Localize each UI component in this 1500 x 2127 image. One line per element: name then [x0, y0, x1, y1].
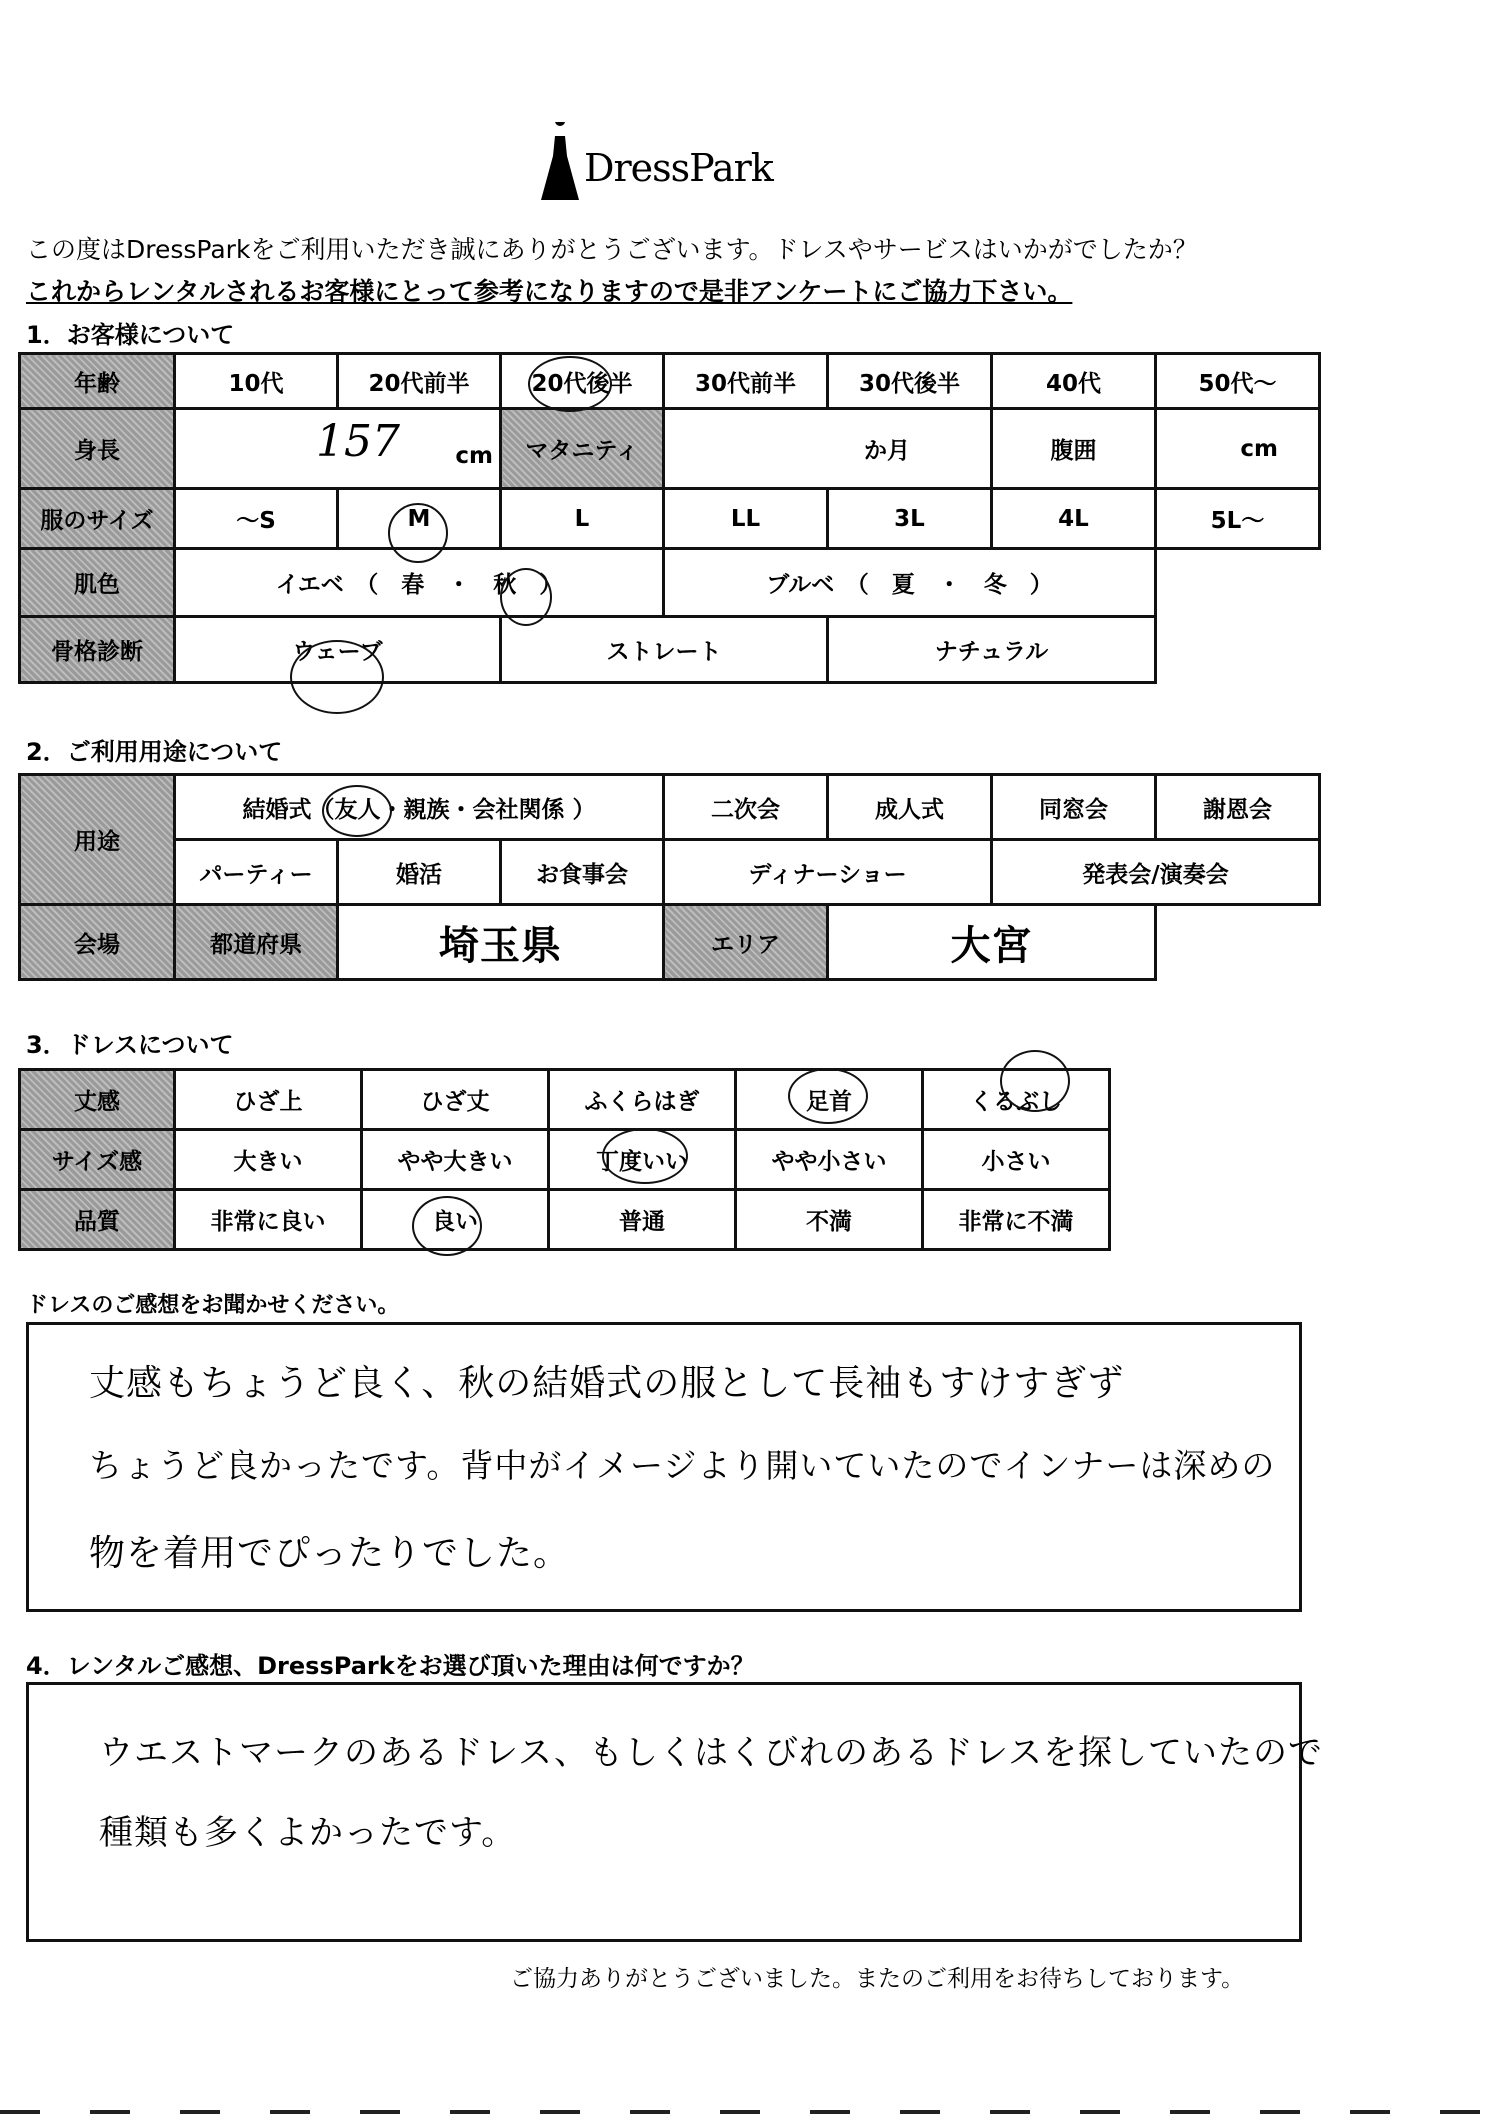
- body-type-option[interactable]: ストレート: [501, 617, 828, 683]
- age-option[interactable]: 10代: [175, 354, 338, 409]
- length-option[interactable]: ひざ上: [175, 1070, 362, 1130]
- height-unit: cm: [455, 443, 493, 469]
- body-type-label: 骨格診断: [20, 617, 175, 683]
- intro-bold-text: これからレンタルされるお客様にとって参考になりますので是非アンケートにご協力下さい。: [26, 277, 1073, 306]
- length-label: 丈感: [20, 1070, 175, 1130]
- size-option-selected[interactable]: M: [338, 489, 501, 549]
- prefecture-label: 都道府県: [175, 905, 338, 980]
- size-option[interactable]: 〜S: [175, 489, 338, 549]
- body-type-option[interactable]: ナチュラル: [828, 617, 1156, 683]
- purpose-option[interactable]: 婚活: [338, 840, 501, 905]
- purpose-table: [18, 773, 1321, 981]
- length-option-selected[interactable]: 足首: [736, 1070, 923, 1130]
- section1-title: 1．お客様について: [26, 321, 235, 349]
- section2-title: 2．ご利用用途について: [26, 738, 283, 766]
- purpose-option[interactable]: 成人式: [828, 775, 992, 840]
- purpose-option[interactable]: 同窓会: [992, 775, 1156, 840]
- quality-option[interactable]: 非常に良い: [175, 1190, 362, 1250]
- skin-blue-option[interactable]: ブルベ （ 夏 ・ 冬 ）: [664, 549, 1156, 617]
- maternity-label: マタニティ: [501, 409, 664, 489]
- size-option[interactable]: 5L〜: [1156, 489, 1320, 549]
- purpose-wedding-option[interactable]: 結婚式（友人・親族・会社関係 ）: [175, 775, 664, 840]
- quality-option[interactable]: 普通: [549, 1190, 736, 1250]
- waist-label: 腹囲: [992, 409, 1156, 489]
- fit-option[interactable]: やや小さい: [736, 1130, 923, 1190]
- quality-option-selected[interactable]: 良い: [362, 1190, 549, 1250]
- age-option[interactable]: 20代前半: [338, 354, 501, 409]
- height-value: 157: [316, 416, 400, 467]
- quality-label: 品質: [20, 1190, 175, 1250]
- waist-field[interactable]: [1156, 409, 1320, 489]
- dress-comment-line: ちょうど良かったです。背中がイメージより開いていたのでインナーは深めの: [89, 1446, 1276, 1485]
- size-option[interactable]: 3L: [828, 489, 992, 549]
- purpose-option[interactable]: 発表会/演奏会: [992, 840, 1320, 905]
- fit-option-selected[interactable]: 丁度いい: [549, 1130, 736, 1190]
- age-option-selected[interactable]: 20代後半: [501, 354, 664, 409]
- reason-comment-line: ウエストマークのあるドレス、もしくはくびれのあるドレスを探していたので: [99, 1733, 1323, 1773]
- fit-label: サイズ感: [20, 1130, 175, 1190]
- age-option[interactable]: 30代前半: [664, 354, 828, 409]
- dress-comment-prompt: ドレスのご感想をお聞かせください。: [26, 1293, 400, 1318]
- prefecture-field[interactable]: [338, 905, 664, 980]
- venue-label: 会場: [20, 905, 175, 980]
- body-type-option-selected[interactable]: ウェーブ: [175, 617, 501, 683]
- area-value: 大宮: [950, 921, 1033, 969]
- size-label: 服のサイズ: [20, 489, 175, 549]
- customer-table: [18, 352, 1321, 684]
- purpose-option[interactable]: お食事会: [501, 840, 664, 905]
- size-option[interactable]: 4L: [992, 489, 1156, 549]
- dress-comment-line: 丈感もちょうど良く、秋の結婚式の服として長袖もすけすぎず: [89, 1363, 1125, 1404]
- quality-option[interactable]: 非常に不満: [923, 1190, 1110, 1250]
- fit-option[interactable]: 小さい: [923, 1130, 1110, 1190]
- skin-yellow-option[interactable]: イエベ （ 春 ・ 秋 ）: [175, 549, 664, 617]
- section4-title: 4．レンタルご感想、DressParkをお選び頂いた理由は何ですか？: [26, 1652, 755, 1680]
- skin-label: 肌色: [20, 549, 175, 617]
- maternity-unit: か月: [864, 438, 910, 464]
- age-option[interactable]: 50代〜: [1156, 354, 1320, 409]
- age-option[interactable]: 40代: [992, 354, 1156, 409]
- length-option-selected[interactable]: くるぶし: [923, 1070, 1110, 1130]
- brand-logo-text: DressPark: [584, 146, 773, 190]
- footer-thanks: ご協力ありがとうございました。またのご利用をお待ちしております。: [510, 1966, 1245, 1992]
- dress-table: [18, 1068, 1111, 1251]
- dress-comment-line: 物を着用でぴったりでした。: [89, 1533, 571, 1574]
- purpose-label: 用途: [20, 775, 175, 905]
- quality-option[interactable]: 不満: [736, 1190, 923, 1250]
- maternity-field[interactable]: [664, 409, 992, 489]
- age-option[interactable]: 30代後半: [828, 354, 992, 409]
- reason-comment-line: 種類も多くよかったです。: [99, 1813, 517, 1853]
- purpose-option[interactable]: パーティー: [175, 840, 338, 905]
- height-label: 身長: [20, 409, 175, 489]
- length-option[interactable]: ふくらはぎ: [549, 1070, 736, 1130]
- area-field[interactable]: [828, 905, 1156, 980]
- fit-option[interactable]: やや大きい: [362, 1130, 549, 1190]
- purpose-option[interactable]: 二次会: [664, 775, 828, 840]
- intro-text: この度はDressParkをご利用いただき誠にありがとうございます。ドレスやサービスはいかがでしたか？: [26, 235, 1198, 264]
- fit-option[interactable]: 大きい: [175, 1130, 362, 1190]
- length-option[interactable]: ひざ丈: [362, 1070, 549, 1130]
- purpose-option[interactable]: 謝恩会: [1156, 775, 1320, 840]
- size-option[interactable]: L: [501, 489, 664, 549]
- dress-comment-box[interactable]: [26, 1322, 1302, 1612]
- purpose-option[interactable]: ディナーショー: [664, 840, 992, 905]
- area-label: エリア: [664, 905, 828, 980]
- section3-title: 3．ドレスについて: [26, 1031, 234, 1059]
- reason-comment-box[interactable]: [26, 1682, 1323, 1942]
- waist-unit: cm: [1240, 435, 1278, 462]
- height-field[interactable]: [175, 409, 501, 489]
- scan-artifact-line: [0, 2110, 1500, 2114]
- age-label: 年齢: [20, 354, 175, 409]
- prefecture-value: 埼玉県: [439, 921, 562, 969]
- size-option[interactable]: LL: [664, 489, 828, 549]
